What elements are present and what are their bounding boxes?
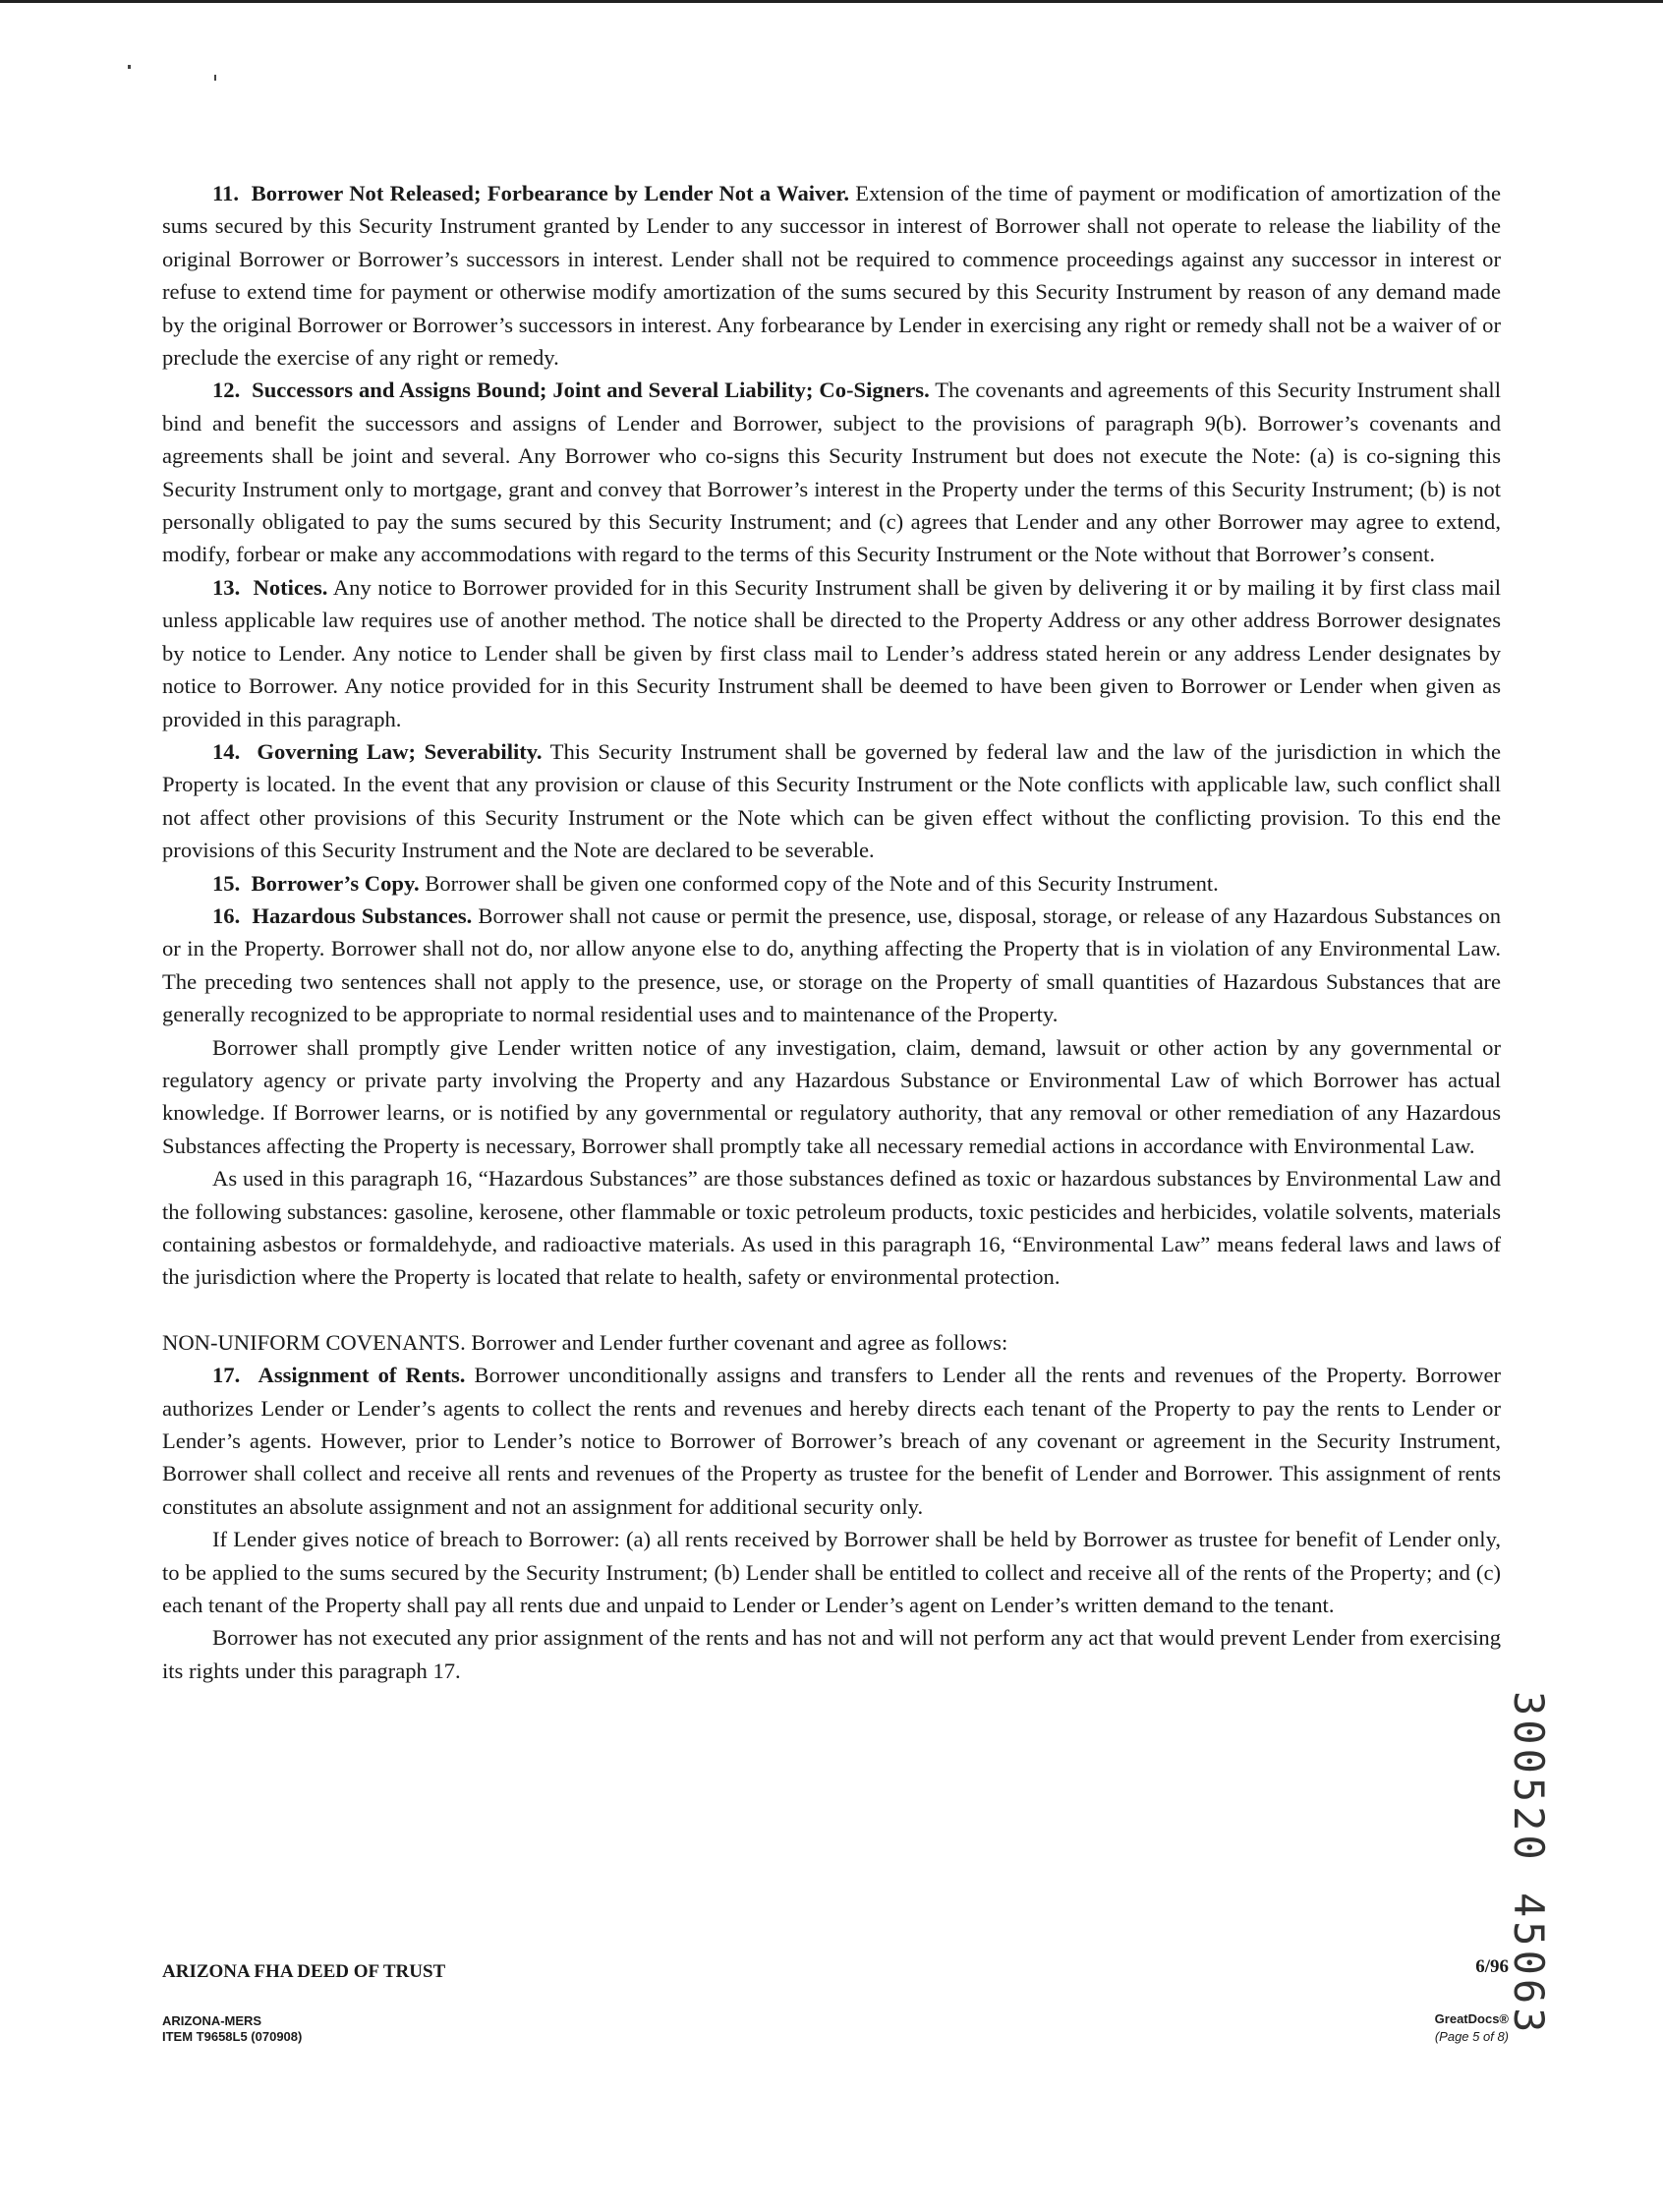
paragraph-text: Any notice to Borrower provided for in this Security Instrument shall be given by delivering it or by mailing it by first class mail unless applicable law requires use of another method. The notice shall be directed to the Property Address or any other address Borrower designates by notice to Lender. Any notice to Lender shall be given by first class mail to Lender’s address stated herein or any address Lender designates by notice to Borrower. Any notice provided for in this Security Instrument shall be deemed to have been given to Borrower or Lender when given as provided in this paragraph. — [162, 574, 1501, 731]
paragraph-text: As used in this paragraph 16, “Hazardous Substances” are those substances defined as toxic or hazardous substances by Environmental Law and the following substances: gasoline, kerosene, other flammable or toxic petroleum products, toxic pesticides and herbicides, volatile solvents, materials containing asbestos or formaldehyde, and radioactive materials. As used in this paragraph 16, “Environmental Law” means federal laws and laws of the jurisdiction where the Property is located that relate to health, safety or environmental protection. — [162, 1166, 1501, 1290]
scan-speck — [214, 75, 216, 81]
document-body — [162, 177, 1501, 1687]
paragraph-text: If Lender gives notice of breach to Borrower: (a) all rents received by Borrower shall be held by Borrower as trustee for benefit of Lender only, to be applied to the sums secured by the Security Instrument; (b) Lender shall be entitled to collect and receive all of the rents of the Property; and (c) each tenant of the Property shall pay all rents due and unpaid to Lender or Lender’s agent on Lender’s written demand to the tenant. — [162, 1527, 1501, 1618]
paragraph-heading: Notices. — [253, 574, 328, 600]
paragraph-text: This Security Instrument shall be governed by federal law and the law of the jurisdiction in which the Property is located. In the event that any provision or clause of this Security Instrument or the Note conflicts with applicable law, such conflict shall not affect other provisions of this Security Instrument or the Note which can be given effect without the conflicting provision. To this end the provisions of this Security Instrument and the Note are declared to be severable. — [162, 738, 1502, 863]
paragraph-text: Borrower unconditionally assigns and transfers to Lender all the rents and revenues of the Property. Borrower authorizes Lender or Lender’s agents to collect the rents and revenues and hereby directs each tenant of the Property to pay the rents to Lender or Lender’s agents. However, prior to Lender’s notice to Borrower of Borrower’s breach of any covenant or agreement in the Security Instrument, Borrower shall collect and receive all rents and revenues of the Property as trustee for the benefit of Lender and Borrower. This assignment of rents constitutes an absolute assignment and not an assignment for additional security only. — [162, 1363, 1501, 1519]
paragraph-17 — [162, 1359, 1501, 1523]
top-rule — [0, 0, 1663, 3]
paragraph-14 — [162, 735, 1501, 867]
paragraph-heading: Borrower Not Released; Forbearance by Lender Not a Waiver. — [251, 181, 849, 205]
paragraph-text: Borrower has not executed any prior assignment of the rents and has not and will not perform any act that would prevent Lender from exercising its rights under this paragraph 17. — [162, 1625, 1501, 1683]
paragraph-number: 16. — [212, 902, 241, 928]
scan-speck — [128, 65, 131, 69]
paragraph-17-prior-assignment — [162, 1621, 1501, 1687]
footer-form-title: ARIZONA FHA DEED OF TRUST — [162, 1961, 446, 1982]
paragraph-17-breach — [162, 1523, 1501, 1621]
footer-publisher — [1435, 2010, 1509, 2046]
footer-item-number: ITEM T9658L5 (070908) — [162, 2029, 303, 2044]
paragraph-15 — [162, 867, 1501, 900]
footer-form-date: 6/96 — [1475, 1956, 1509, 1977]
non-uniform-covenants-heading: NON-UNIFORM COVENANTS. Borrower and Lender further covenant and agree as follows: — [162, 1329, 1008, 1355]
paragraph-13 — [162, 571, 1501, 735]
paragraph-16-definitions — [162, 1162, 1501, 1294]
paragraph-number: 11. — [212, 181, 239, 205]
paragraph-11 — [162, 177, 1501, 374]
footer-form-info — [162, 2013, 302, 2045]
paragraph-text: The covenants and agreements of this Security Instrument shall bind and benefit the successors and assigns of Lender and Borrower, subject to the provisions of paragraph 9(b). Borrower’s covenants and agreements shall be joint and several. Any Borrower who co-signs this Security Instrument but does not execute the Note: (a) is co-signing this Security Instrument only to mortgage, grant and convey that Borrower’s interest in the Property under the terms of this Security Instrument; (b) is not personally obligated to pay the sums secured by this Security Instrument; and (c) agrees that Lender and any other Borrower may agree to extend, modify, forbear or make any accommodations with regard to the terms of this Security Instrument or the Note without that Borrower’s consent. — [162, 378, 1501, 567]
recording-stamp: 300520 45063 — [1505, 1691, 1553, 2037]
paragraph-text: Borrower shall be given one conformed copy of the Note and of this Security Instrument. — [419, 870, 1219, 896]
paragraph-heading: Assignment of Rents. — [258, 1363, 466, 1388]
paragraph-heading: Successors and Assigns Bound; Joint and Several Liability; Co-Signers. — [252, 378, 930, 403]
paragraph-number: 15. — [212, 870, 241, 896]
paragraph-number: 17. — [212, 1363, 241, 1388]
paragraph-heading: Governing Law; Severability. — [257, 738, 543, 764]
paragraph-16 — [162, 900, 1501, 1031]
paragraph-number: 13. — [212, 574, 241, 600]
paragraph-heading: Borrower’s Copy. — [251, 870, 420, 896]
paragraph-text: Extension of the time of payment or modification of amortization of the sums secured by this Security Instrument granted by Lender to any successor in interest of Borrower shall not operate to release the liability of the original Borrower or Borrower’s successors in interest. Lender shall not be required to commence proceedings against any successor in interest or refuse to extend time for payment or otherwise modify amortization of the sums secured by this Security Instrument by reason of any demand made by the original Borrower or Borrower’s successors in interest. Any forbearance by Lender in exercising any right or remedy shall not be a waiver of or preclude the exercise of any right or remedy. — [162, 181, 1501, 371]
paragraph-text: Borrower shall not cause or permit the presence, use, disposal, storage, or release of any Hazardous Substances on or in the Property. Borrower shall not do, nor allow anyone else to do, anything affecting the Property that is in violation of any Environmental Law. The preceding two sentences shall not apply to the presence, use, or storage on the Property of small quantities of Hazardous Substances that are generally recognized to be appropriate to normal residential uses and to maintenance of the Property. — [162, 902, 1502, 1027]
paragraph-12 — [162, 374, 1501, 570]
paragraph-16-continued — [162, 1031, 1501, 1163]
footer-page-number: (Page 5 of 8) — [1434, 2029, 1509, 2044]
footer-brand: GreatDocs® — [1434, 2011, 1509, 2026]
paragraph-number: 12. — [212, 378, 241, 403]
paragraph-text: Borrower shall promptly give Lender written notice of any investigation, claim, demand, lawsuit or other action by any governmental or regulatory agency or private party involving the Property and any Hazardous Substance or Environmental Law of which Borrower has actual knowledge. If Borrower learns, or is notified by any governmental or regulatory authority, that any removal or other remediation of any Hazardous Substances affecting the Property is necessary, Borrower shall promptly take all necessary remedial actions in accordance with Environmental Law. — [162, 1034, 1501, 1158]
paragraph-heading: Hazardous Substances. — [252, 902, 473, 928]
footer-form-name: ARIZONA-MERS — [162, 2013, 262, 2028]
paragraph-number: 14. — [212, 738, 241, 764]
